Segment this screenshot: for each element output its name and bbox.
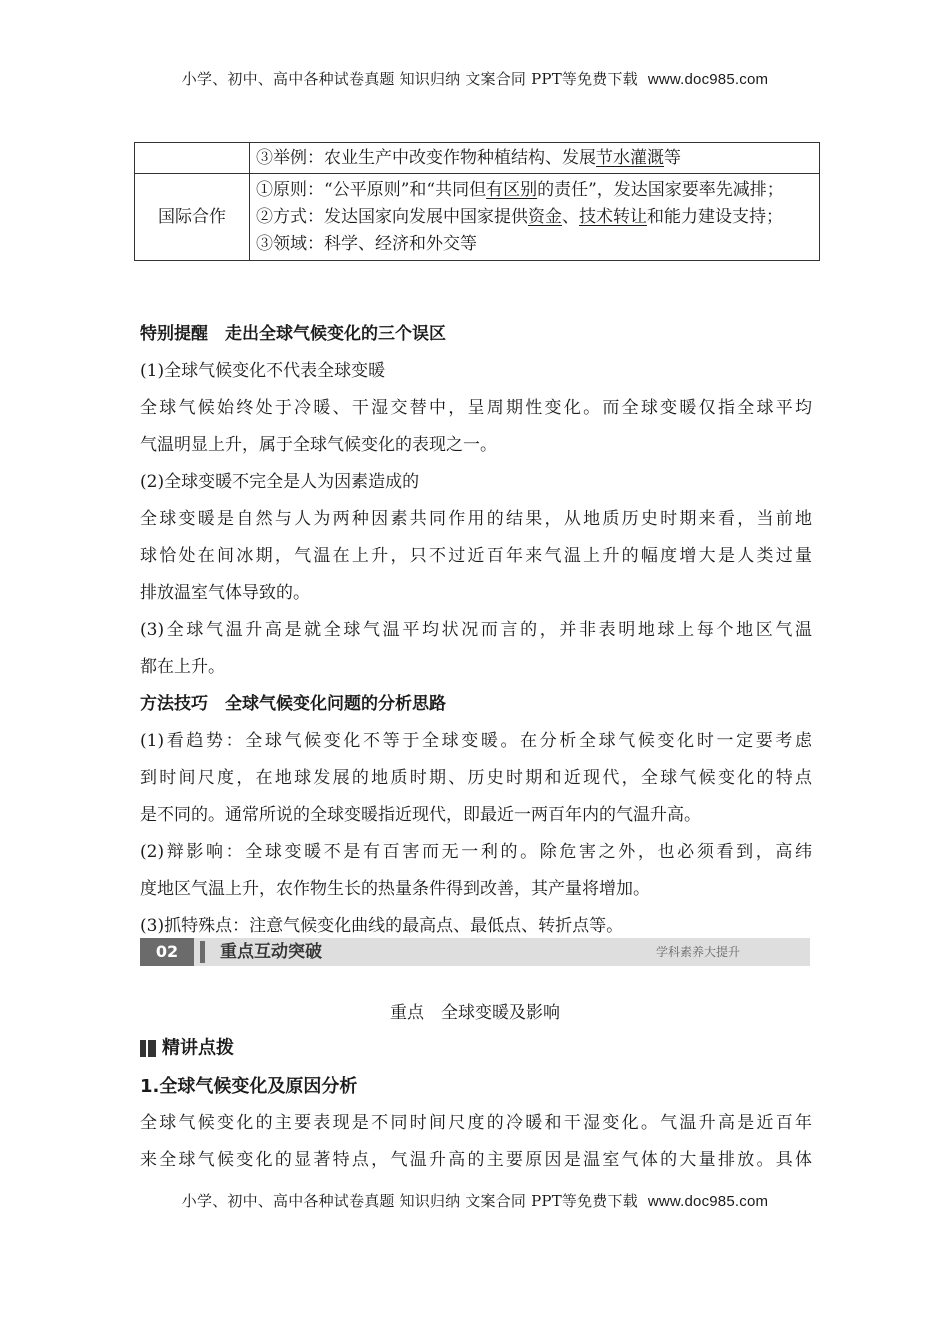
method-item [256, 204, 813, 230]
paragraph-line: 到时间尺度，在地球发展的地质时期、历史时期和近现代，全球气候变化的特点 [140, 768, 812, 788]
paragraph-line: 是不同的。通常所说的全球变暖指近现代，即最近一两百年内的气温升高。 [140, 805, 701, 825]
table-cell [250, 174, 820, 261]
principle-item [256, 177, 813, 203]
cell-text: 和能力建设支持； [647, 207, 783, 227]
paragraph-line: 度地区气温上升，农作物生长的热量条件得到改善，其产量将增加。 [140, 879, 650, 899]
cell-text: ①原则：“公平原则”和“共同但 [256, 180, 487, 200]
measures-table [134, 142, 820, 261]
section-banner [140, 938, 810, 966]
header-site: www.doc985.com [647, 71, 769, 88]
section-heading-text: 精讲点拨 [162, 1037, 234, 1059]
underlined-term: 资金 [528, 207, 562, 227]
subsection-title: 1.全球气候变化及原因分析 [140, 1076, 358, 1097]
paragraph-line: 都在上升。 [140, 657, 225, 677]
paragraph-line: (3)抓特殊点：注意气候变化曲线的最高点、最低点、转折点等。 [140, 916, 624, 936]
section-marker-icon [140, 1040, 156, 1057]
paragraph-line: 排放温室气体导致的。 [140, 583, 310, 603]
table-cell-empty [135, 143, 250, 174]
paragraph-line: (2)全球变暖不完全是人为因素造成的 [140, 472, 420, 492]
paragraph-line: (3)全球气温升高是就全球气温平均状况而言的，并非表明地球上每个地区气温 [140, 620, 812, 640]
section-heading [140, 1034, 234, 1062]
cell-text: 的责任”，发达国家要率先减排； [537, 180, 784, 200]
cell-text: ②方式：发达国家向发展中国家提供 [256, 207, 528, 227]
footer-text: 小学、初中、高中各种试卷真题 知识归纳 文案合同 PPT等免费下载 [181, 1192, 638, 1210]
underlined-term: 有区别 [486, 180, 538, 200]
banner-title: 重点互动突破 [220, 942, 322, 962]
analysis-section [140, 1068, 812, 1179]
row-label-international: 国际合作 [135, 174, 250, 261]
paragraph-line: (1)全球气候变化不代表全球变暖 [140, 361, 386, 381]
paragraph-line: (1)看趋势：全球气候变化不等于全球变暖。在分析全球气候变化时一定要考虑 [140, 731, 812, 751]
paragraph-line: 来全球气候变化的显著特点，气温升高的主要原因是温室气体的大量排放。具体 [140, 1150, 812, 1170]
underlined-term: 节水灌溉 [596, 148, 664, 168]
page-footer [0, 1190, 950, 1211]
special-tip-section [140, 316, 812, 945]
special-tip-title: 特别提醒 走出全球气候变化的三个误区 [140, 324, 446, 344]
table-row [135, 143, 820, 174]
underlined-term: 技术转让 [579, 207, 647, 227]
paragraph-line: 气温明显上升，属于全球气候变化的表现之一。 [140, 435, 497, 455]
table-cell [250, 143, 820, 174]
paragraph-line: 全球气候始终处于冷暖、干湿交替中，呈周期性变化。而全球变暖仅指全球平均 [140, 398, 812, 418]
footer-site: www.doc985.com [647, 1193, 769, 1210]
method-tip-title: 方法技巧 全球气候变化问题的分析思路 [140, 694, 446, 714]
field-item: ③领域：科学、经济和外交等 [256, 234, 477, 254]
paragraph-line: 全球变暖是自然与人为两种因素共同作用的结果，从地质历史时期来看，当前地 [140, 509, 812, 529]
banner-subtitle: 学科素养大提升 [655, 945, 740, 959]
cell-text: 等 [664, 148, 681, 168]
table-row [135, 174, 820, 261]
header-text: 小学、初中、高中各种试卷真题 知识归纳 文案合同 PPT等免费下载 [181, 70, 638, 88]
page-header [0, 68, 950, 89]
banner-divider [200, 941, 205, 963]
cell-text: ③举例：农业生产中改变作物种植结构、发展 [256, 148, 596, 168]
banner-number: 02 [140, 938, 194, 966]
cell-text: 、 [562, 207, 579, 227]
paragraph-line: 全球气候变化的主要表现是不同时间尺度的冷暖和干湿变化。气温升高是近百年 [140, 1113, 812, 1133]
key-point-title: 重点 全球变暖及影响 [390, 1003, 560, 1023]
paragraph-line: (2)辩影响：全球变暖不是有百害而无一利的。除危害之外，也必须看到，高纬 [140, 842, 812, 862]
paragraph-line: 球恰处在间冰期，气温在上升，只不过近百年来气温上升的幅度增大是人类过量 [140, 546, 812, 566]
